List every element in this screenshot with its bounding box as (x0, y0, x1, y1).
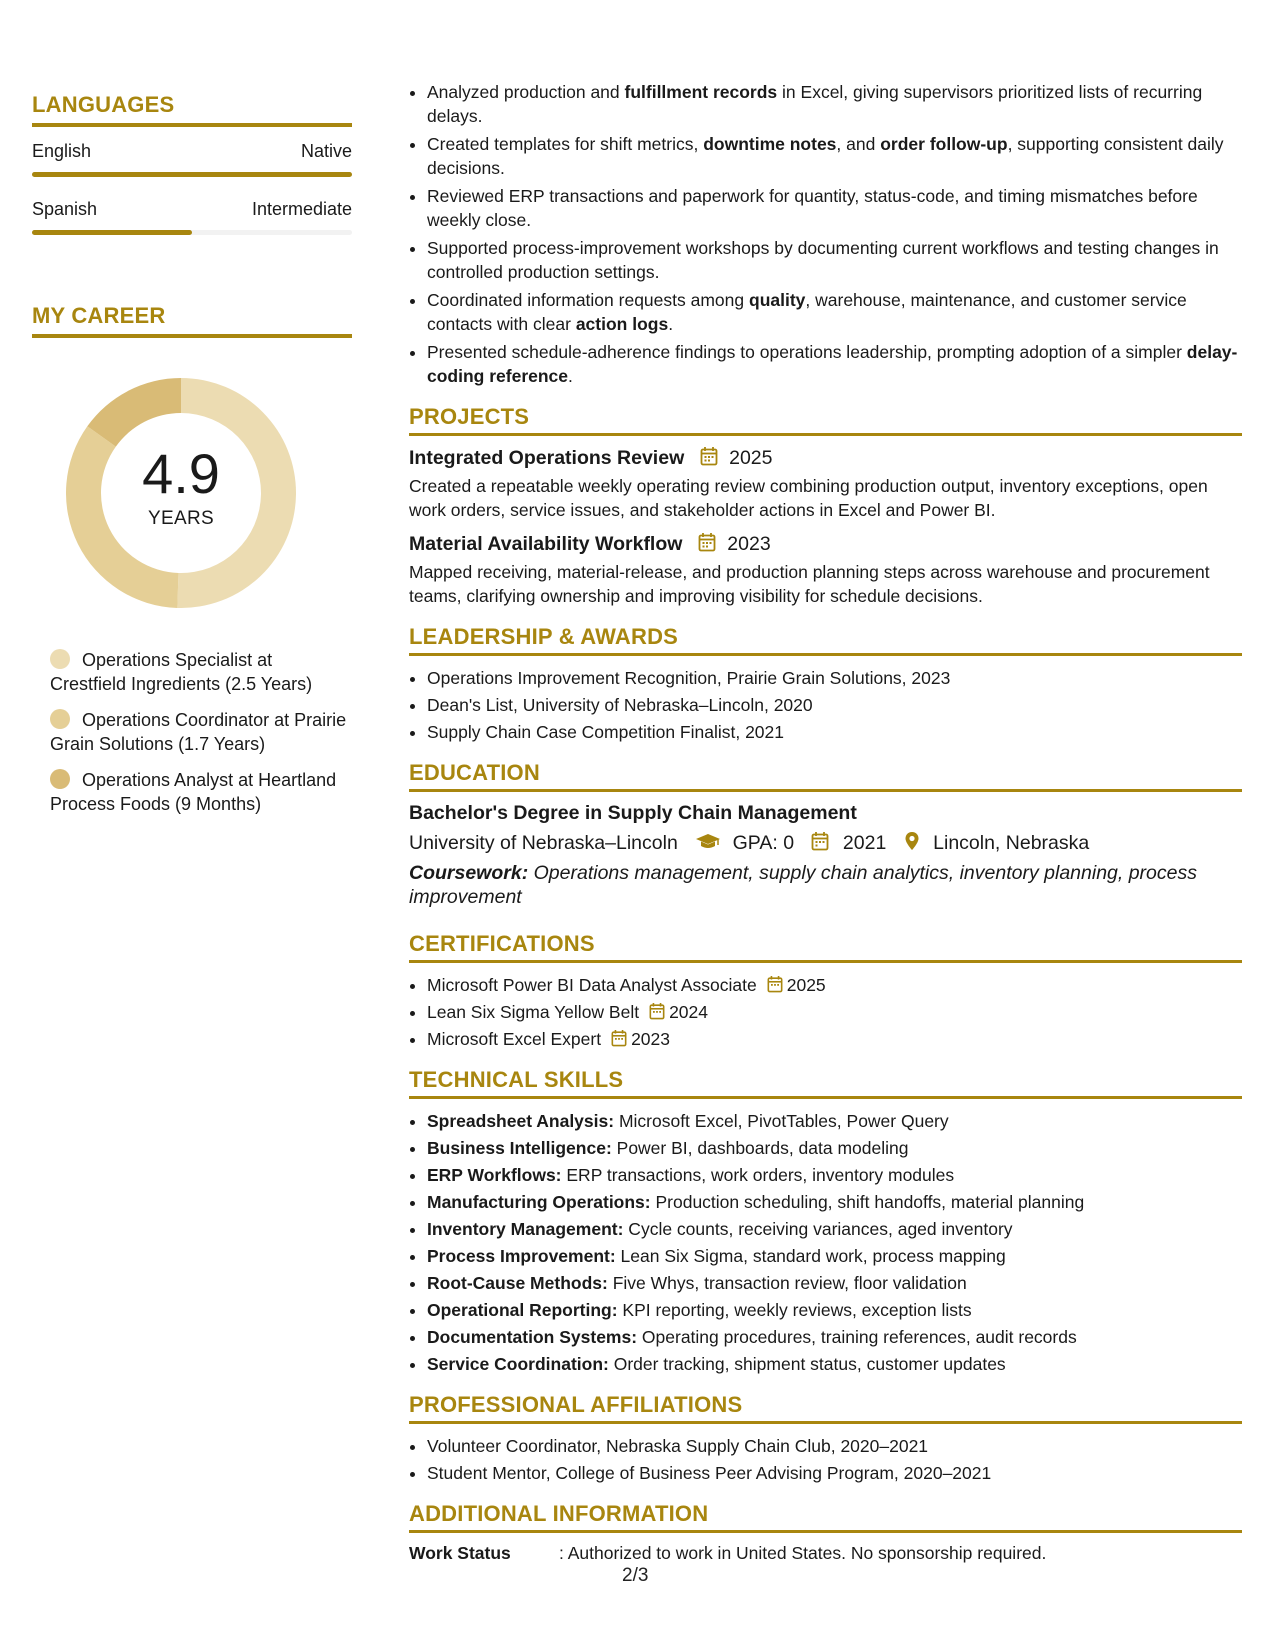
project-year: 2023 (727, 533, 771, 555)
education-coursework: Coursework: Operations management, supply chain analytics, inventory planning, process improvement (409, 862, 1197, 908)
skill-item: • Process Improvement: Lean Six Sigma, standard work, process mapping (427, 1244, 1242, 1268)
leadership-item: • Operations Improvement Recognition, Prairie Grain Solutions, 2023 (427, 666, 1242, 690)
project-year: 2025 (729, 447, 773, 469)
skill-item: • Documentation Systems: Operating procedures, training references, audit records (427, 1325, 1242, 1349)
career-legend (32, 648, 350, 816)
experience-bullet: • Coordinated information requests among quality, warehouse, maintenance, and customer service contacts with clear action logs. (427, 288, 1242, 336)
calendar-icon (649, 1002, 665, 1020)
language-item (32, 141, 352, 177)
skill-item: • Service Coordination: Order tracking, shipment status, customer updates (427, 1352, 1242, 1376)
leadership-section (409, 624, 1242, 744)
language-proficiency-fill (32, 230, 192, 235)
left-column (32, 92, 352, 828)
education-heading: EDUCATION (409, 760, 1242, 792)
skill-item: • ERP Workflows: ERP transactions, work orders, inventory modules (427, 1163, 1242, 1187)
project-name: Integrated Operations Review (409, 447, 685, 469)
project-name: Material Availability Workflow (409, 533, 683, 555)
calendar-icon (811, 831, 829, 851)
skill-item: • Operational Reporting: KPI reporting, weekly reviews, exception lists (427, 1298, 1242, 1322)
page-number: 2/3 (622, 1565, 649, 1586)
legend-dot-icon (50, 649, 70, 669)
language-proficiency-bar (32, 172, 352, 177)
calendar-icon (700, 446, 718, 466)
language-name: English (32, 141, 92, 161)
project-item (409, 532, 1242, 608)
certification-item: • Microsoft Power BI Data Analyst Associate 2025 (427, 973, 1242, 997)
skill-item: • Root-Cause Methods: Five Whys, transaction review, floor validation (427, 1271, 1242, 1295)
affiliations-section (409, 1392, 1242, 1485)
education-section (409, 760, 1242, 909)
language-level: Intermediate (251, 199, 352, 219)
experience-bullet: • Reviewed ERP transactions and paperwork for quantity, status-code, and timing mismatches before weekly close. (427, 184, 1242, 232)
experience-bullet: • Created templates for shift metrics, downtime notes, and order follow-up, supporting consistent daily decisions. (427, 132, 1242, 180)
language-proficiency-fill (32, 172, 352, 177)
languages-heading: LANGUAGES (32, 92, 352, 127)
career-total-unit: YEARS (148, 508, 214, 529)
graduation-cap-icon (695, 833, 721, 851)
career-legend-item (50, 708, 350, 756)
leadership-item: • Dean's List, University of Nebraska–Lincoln, 2020 (427, 693, 1242, 717)
career-legend-label: Operations Analyst at Heartland Process Foods (9 Months) (50, 770, 337, 814)
certification-item: • Lean Six Sigma Yellow Belt 2024 (427, 1000, 1242, 1024)
leadership-heading: LEADERSHIP & AWARDS (409, 624, 1242, 656)
skills-heading: TECHNICAL SKILLS (409, 1067, 1242, 1099)
career-heading: MY CAREER (32, 303, 352, 338)
work-status-label: Work Status (409, 1543, 511, 1563)
experience-bullets (409, 80, 1242, 388)
calendar-icon (767, 975, 783, 993)
projects-heading: PROJECTS (409, 404, 1242, 436)
education-school: University of Nebraska–Lincoln (409, 832, 678, 854)
language-proficiency-bar (32, 230, 352, 235)
career-donut-chart (66, 378, 296, 608)
career-legend-item (50, 768, 350, 816)
certifications-heading: CERTIFICATIONS (409, 931, 1242, 963)
work-status-value: : Authorized to work in United States. No sponsorship required. (559, 1543, 1047, 1563)
language-level: Native (300, 141, 352, 161)
project-item (409, 446, 1242, 522)
projects-section (409, 404, 1242, 608)
affiliation-item: • Student Mentor, College of Business Peer Advising Program, 2020–2021 (427, 1461, 1242, 1485)
experience-bullet: • Presented schedule-adherence findings to operations leadership, prompting adoption of a simpler delay-coding reference. (427, 340, 1242, 388)
legend-dot-icon (50, 769, 70, 789)
skill-item: • Business Intelligence: Power BI, dashboards, data modeling (427, 1136, 1242, 1160)
certifications-section (409, 931, 1242, 1051)
certification-item: • Microsoft Excel Expert 2023 (427, 1027, 1242, 1051)
additional-heading: ADDITIONAL INFORMATION (409, 1501, 1242, 1533)
career-total-years: 4.9 (142, 442, 220, 505)
education-degree: Bachelor's Degree in Supply Chain Management (409, 802, 857, 824)
affiliation-item: • Volunteer Coordinator, Nebraska Supply Chain Club, 2020–2021 (427, 1434, 1242, 1458)
skill-item: • Inventory Management: Cycle counts, receiving variances, aged inventory (427, 1217, 1242, 1241)
experience-bullet: • Supported process-improvement workshops by documenting current workflows and testing changes in controlled production settings. (427, 236, 1242, 284)
skill-item: • Manufacturing Operations: Production scheduling, shift handoffs, material planning (427, 1190, 1242, 1214)
skill-item: • Spreadsheet Analysis: Microsoft Excel, PivotTables, Power Query (427, 1109, 1242, 1133)
calendar-icon (611, 1029, 627, 1047)
skills-section (409, 1067, 1242, 1376)
additional-section (409, 1501, 1242, 1564)
language-item (32, 199, 352, 235)
career-legend-label: Operations Specialist at Crestfield Ingredients (2.5 Years) (50, 650, 313, 694)
leadership-item: • Supply Chain Case Competition Finalist, 2021 (427, 720, 1242, 744)
project-description: Mapped receiving, material-release, and production planning steps across warehouse and procurement teams, clarifying ownership and improving visibility for schedule decisions. (409, 562, 1210, 606)
project-description: Created a repeatable weekly operating review combining production output, inventory exceptions, open work orders, service issues, and stakeholder actions in Excel and Power BI. (409, 476, 1208, 520)
affiliations-heading: PROFESSIONAL AFFILIATIONS (409, 1392, 1242, 1424)
location-pin-icon (904, 831, 920, 851)
language-name: Spanish (32, 199, 98, 219)
career-legend-item (50, 648, 350, 696)
education-gpa: GPA: 0 (732, 832, 795, 854)
legend-dot-icon (50, 709, 70, 729)
right-column (409, 80, 1242, 1564)
education-location: Lincoln, Nebraska (933, 832, 1090, 854)
education-year: 2021 (842, 832, 887, 854)
career-legend-label: Operations Coordinator at Prairie Grain Solutions (1.7 Years) (50, 710, 347, 754)
calendar-icon (698, 532, 716, 552)
experience-bullet: • Analyzed production and fulfillment records in Excel, giving supervisors prioritized lists of recurring delays. (427, 80, 1242, 128)
